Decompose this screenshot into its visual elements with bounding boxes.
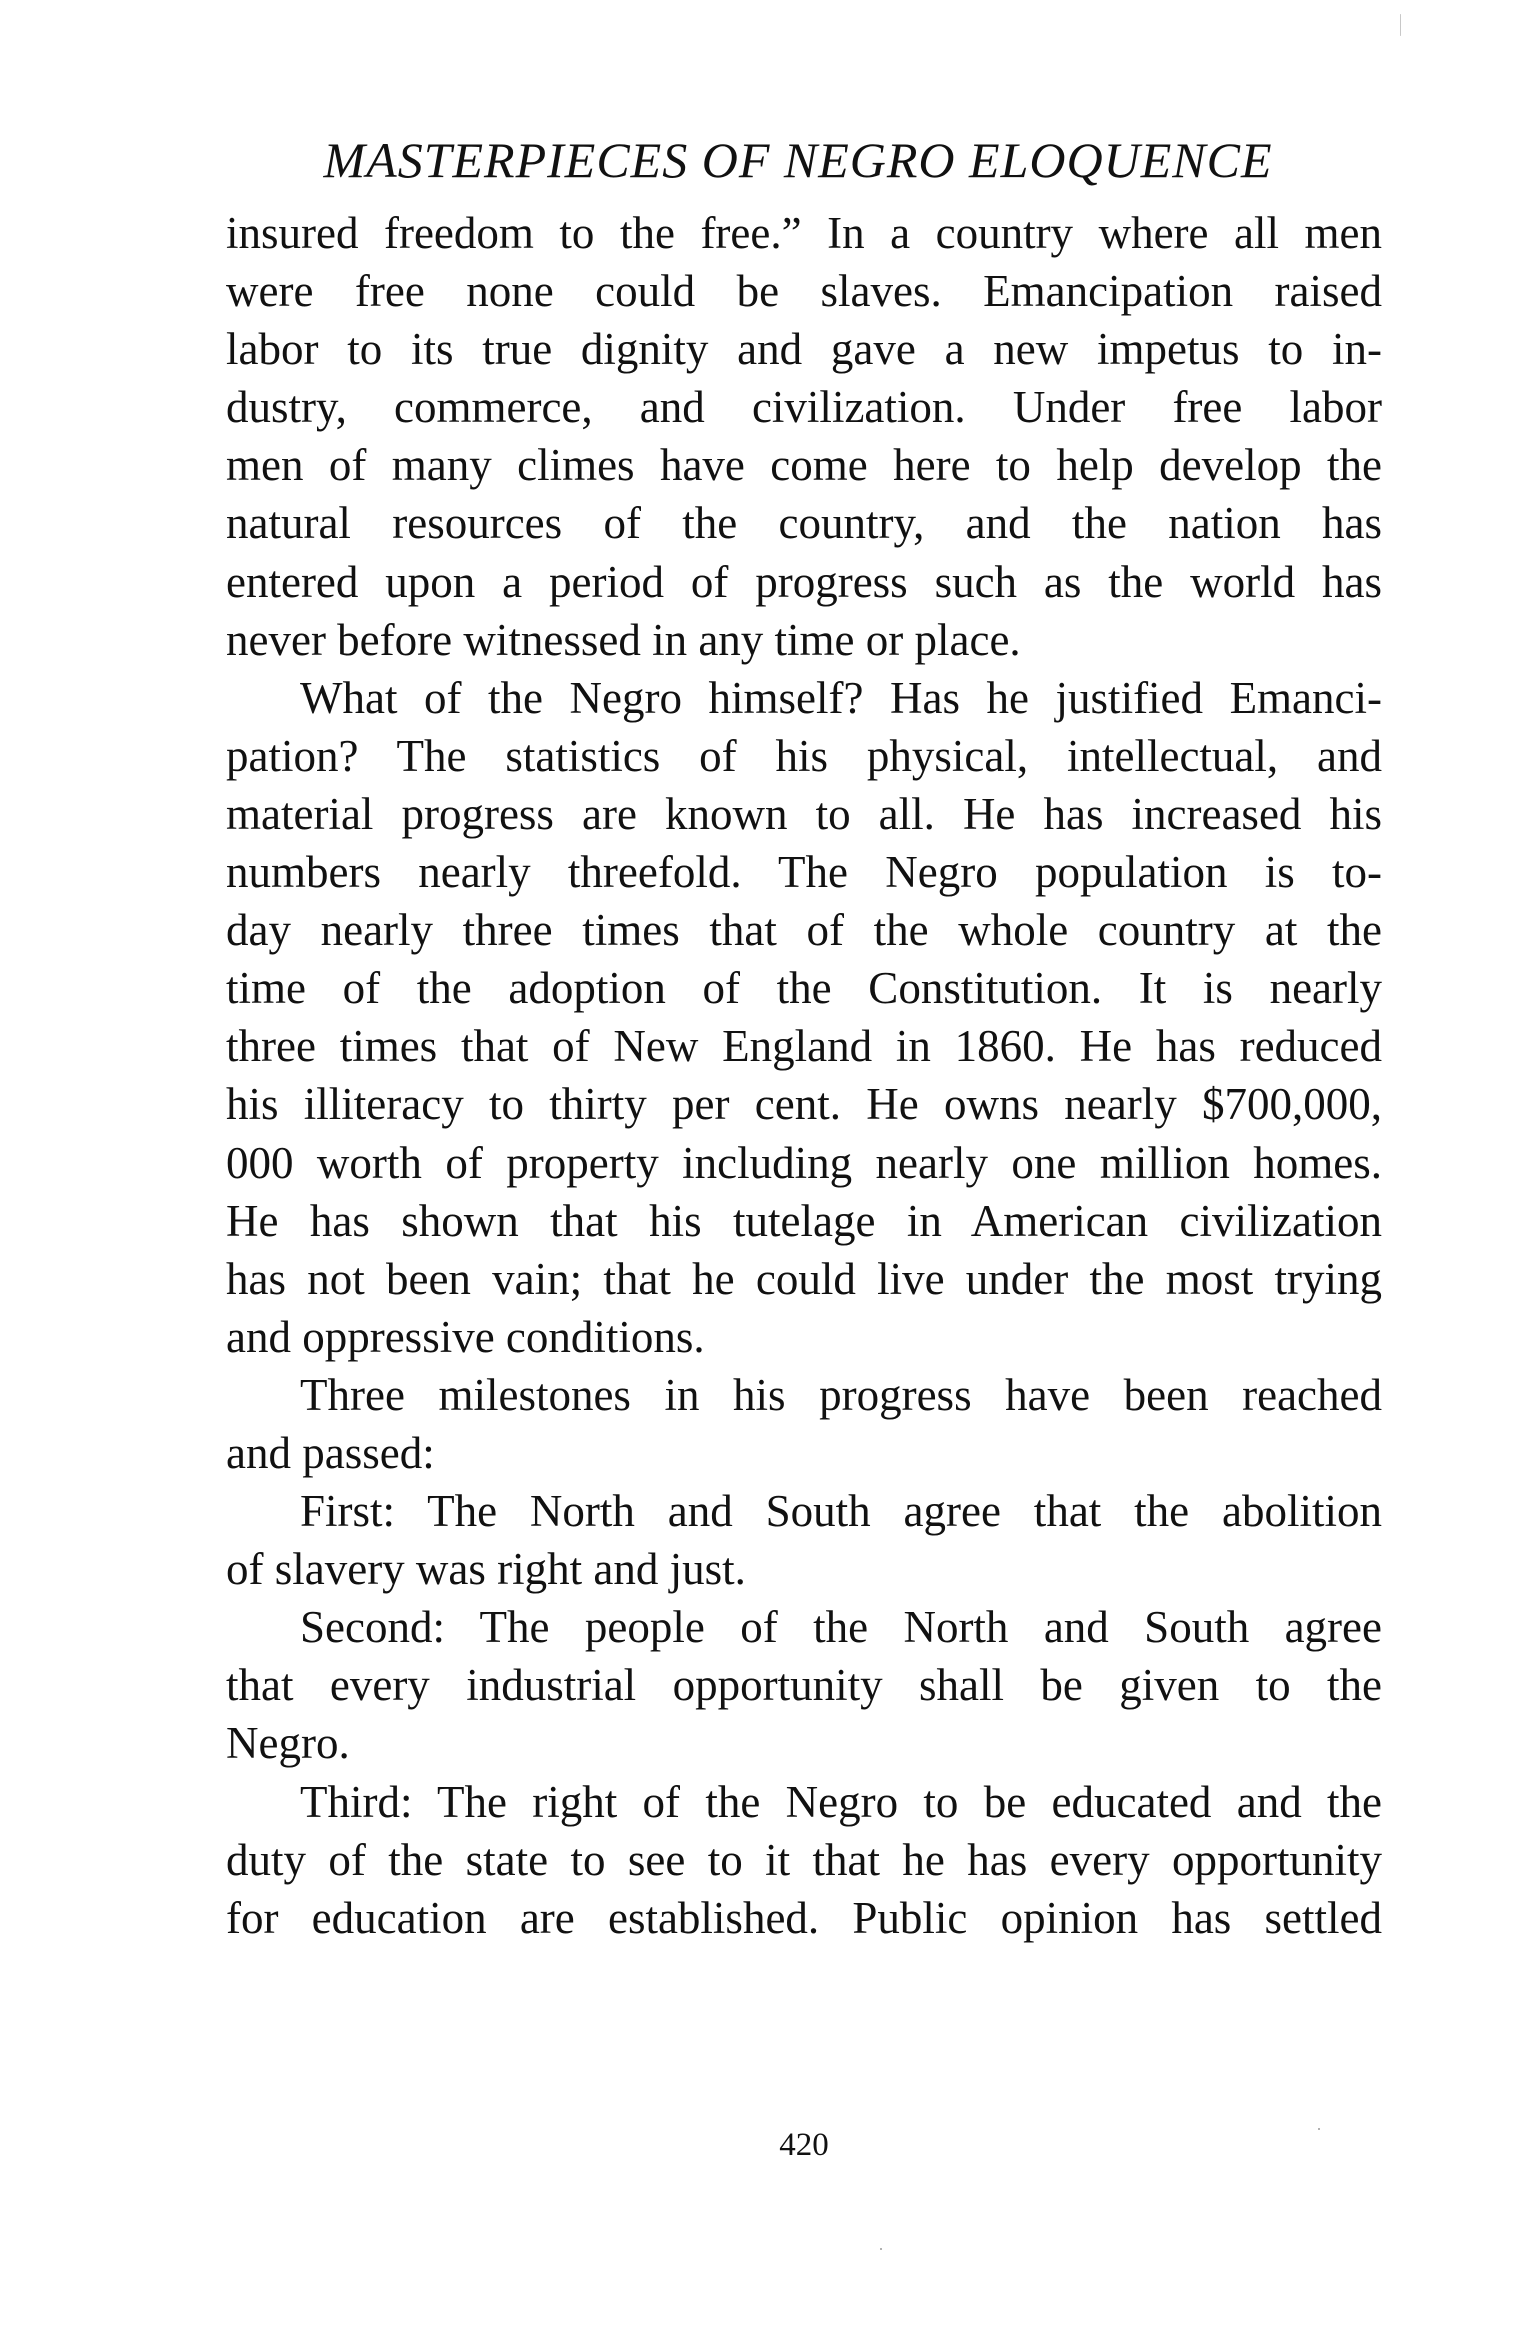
text-line: natural resources of the country, and the nation has [226, 498, 1382, 549]
text-line: insured freedom to the free.” In a country where all men [226, 208, 1382, 258]
text-line: of slavery was right and just. [226, 1544, 746, 1595]
text-line: pation? The statistics of his physical, intellectual, and [226, 730, 1382, 781]
text-line: 000 worth of property including nearly one million homes. [226, 1137, 1382, 1188]
body-text [226, 204, 1382, 1947]
book-page [226, 130, 1382, 2163]
paper-speck [1318, 2128, 1320, 2130]
text-line: never before witnessed in any time or place. [226, 614, 1021, 665]
text-line: were free none could be slaves. Emancipation raised [226, 266, 1382, 317]
text-line: and oppressive conditions. [226, 1311, 705, 1362]
text-line: has not been vain; that he could live under the most trying [226, 1253, 1382, 1304]
paper-speck [1400, 14, 1401, 36]
text-line: that every industrial opportunity shall be given to the [226, 1660, 1382, 1711]
text-line: dustry, commerce, and civilization. Under free labor [226, 382, 1382, 433]
text-line: numbers nearly threefold. The Negro population is to- [226, 847, 1382, 898]
text-line: three times that of New England in 1860. He has reduced [226, 1021, 1382, 1072]
text-line: Third: The right of the Negro to be educated and the [300, 1776, 1382, 1827]
text-line: He has shown that his tutelage in American civilization [226, 1195, 1382, 1246]
text-line: First: The North and South agree that the abolition [300, 1486, 1382, 1537]
text-line: men of many climes have come here to help develop the [226, 440, 1382, 491]
text-line: and passed: [226, 1427, 435, 1478]
text-line: day nearly three times that of the whole country at the [226, 905, 1382, 956]
text-line: entered upon a period of progress such as the world has [226, 556, 1382, 607]
text-line: time of the adoption of the Constitution. It is nearly [226, 963, 1382, 1014]
text-line: his illiteracy to thirty per cent. He owns nearly $700,000, [226, 1079, 1382, 1130]
text-line: labor to its true dignity and gave a new impetus to in- [226, 324, 1382, 375]
text-line: Three milestones in his progress have been reached [300, 1369, 1382, 1420]
paper-speck [880, 2248, 882, 2250]
text-line: material progress are known to all. He has increased his [226, 788, 1382, 839]
running-head: MASTERPIECES OF NEGRO ELOQUENCE [323, 132, 1273, 188]
text-line: for education are established. Public opinion has settled [226, 1892, 1382, 1943]
text-line: Second: The people of the North and South agree [300, 1602, 1382, 1653]
page-number: 420 [779, 2127, 829, 2163]
text-line: Negro. [226, 1718, 350, 1769]
text-line: What of the Negro himself? Has he justified Emanci- [300, 672, 1382, 723]
text-line: duty of the state to see to it that he has every opportunity [226, 1834, 1382, 1885]
